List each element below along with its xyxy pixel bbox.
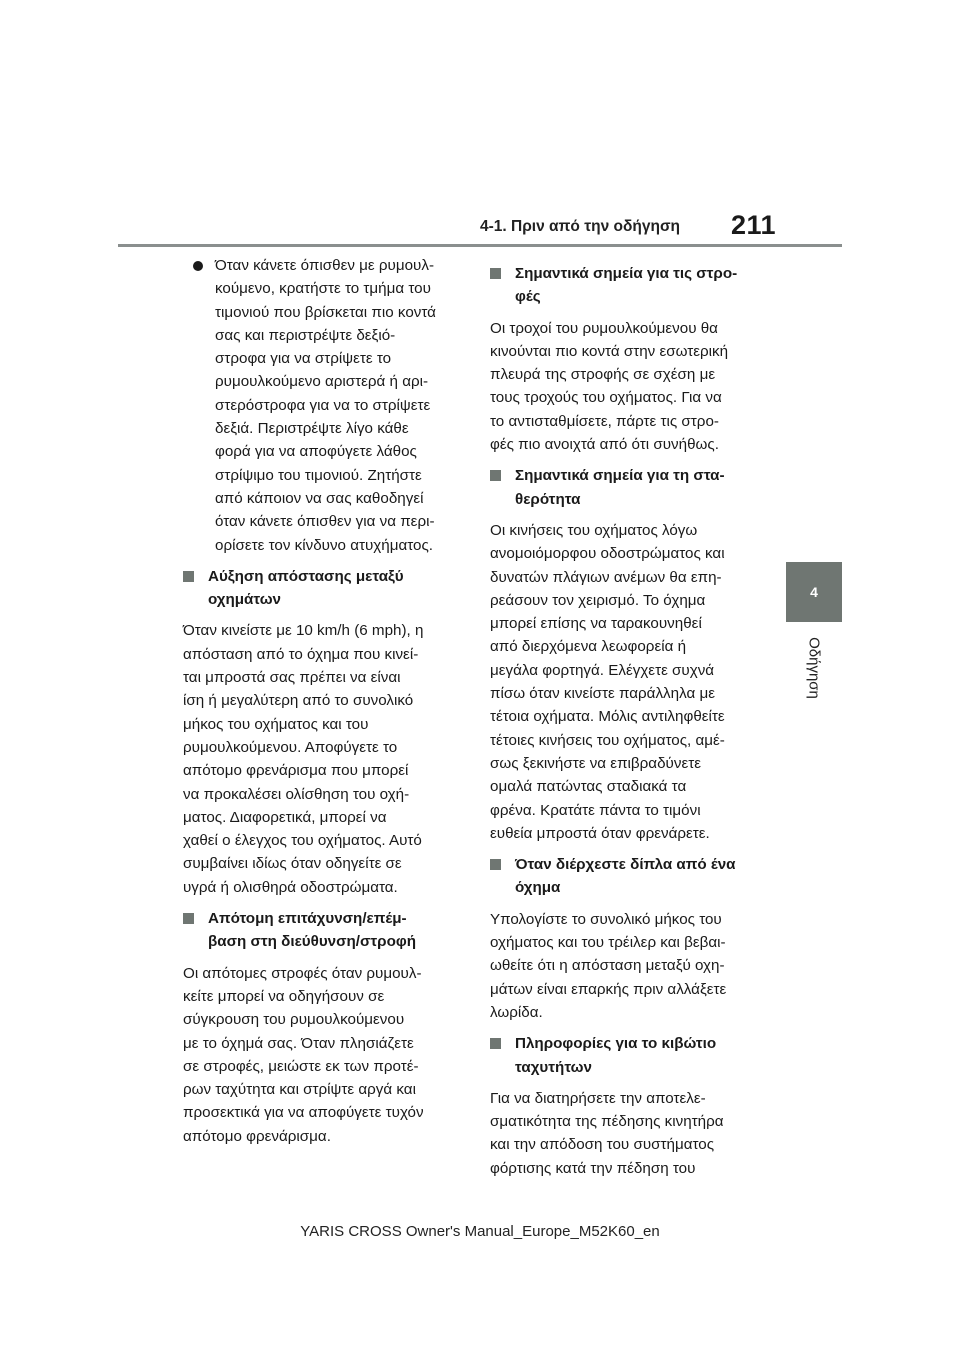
- heading-square-icon: [183, 913, 194, 924]
- text-line: σε στροφές, μειώστε εκ των προτέ-: [183, 1057, 419, 1075]
- header-rule: [118, 244, 842, 247]
- section-body: [183, 619, 463, 899]
- text-line: Οι απότομες στροφές όταν ρυμουλ-: [183, 964, 422, 982]
- text-line: από διερχόμενα λεωφορεία ή: [490, 638, 687, 656]
- text-line: τους τροχούς του οχήματος. Για να: [490, 389, 722, 407]
- text-line: Απότομη επιτάχυνση/επέμ-: [208, 910, 407, 928]
- text-line: απότομο φρενάρισμα.: [183, 1127, 331, 1145]
- heading-square-icon: [490, 859, 501, 870]
- text-line: χαθεί ο έλεγχος του οχήματος. Αυτό: [183, 832, 422, 850]
- text-line: οχήματος και του τρέιλερ και βεβαι-: [490, 934, 726, 952]
- text-line: Όταν διέρχεστε δίπλα από ένα: [515, 856, 736, 874]
- text-line: υγρά ή ολισθηρά οδοστρώματα.: [183, 878, 398, 896]
- text-line: μπορεί επίσης να ταρακουνηθεί: [490, 615, 702, 633]
- text-line: πίσω όταν κινείστε παράλληλα με: [490, 685, 715, 703]
- section-heading: [490, 1032, 752, 1079]
- page-number: 211: [731, 210, 777, 240]
- text-line: ται μπροστά σας πρέπει να είναι: [183, 669, 401, 687]
- section-body: [490, 1087, 752, 1180]
- text-line: Πληροφορίες για το κιβώτιο: [515, 1035, 717, 1053]
- text-line: το αντισταθμίσετε, πάρτε τις στρο-: [490, 412, 719, 430]
- text-line: και την απόδοση του συστήματος: [490, 1136, 715, 1154]
- text-line: σματικότητα της πέδησης κινητήρα: [490, 1113, 724, 1131]
- heading-square-icon: [183, 571, 194, 582]
- bullet-dot-icon: [193, 261, 203, 271]
- text-line: Αύξηση απόστασης μεταξύ: [208, 567, 404, 585]
- section-heading: [490, 853, 752, 900]
- text-line: φορά για να αποφύγετε λάθος: [215, 443, 417, 461]
- text-line: φόρτισης κατά την πέδηση του: [490, 1159, 696, 1177]
- text-line: δεξιά. Περιστρέψτε λίγο κάθε: [215, 420, 409, 438]
- text-line: Οι τροχοί του ρυμουλκούμενου θα: [490, 319, 718, 337]
- section-header: 4-1. Πριν από την οδήγηση: [480, 218, 681, 235]
- text-line: σας και περιστρέψτε δεξιό-: [215, 326, 396, 344]
- section-body: [490, 908, 752, 1024]
- bullet-item: [183, 254, 463, 557]
- text-line: τέτοιες κινήσεις του οχήματος, αμέ-: [490, 731, 725, 749]
- text-line: Όταν κινείστε με 10 km/h (6 mph), η: [183, 622, 424, 640]
- text-line: Σημαντικά σημεία για τη στα-: [515, 467, 725, 485]
- text-line: με το όχημά σας. Όταν πλησιάζετε: [183, 1034, 414, 1052]
- text-line: κινούνται πιο κοντά στην εσωτερική: [490, 342, 729, 360]
- heading-square-icon: [490, 1038, 501, 1049]
- text-line: τέτοια οχήματα. Μόλις αντιληφθείτε: [490, 708, 725, 726]
- text-line: απότομο φρενάρισμα που μπορεί: [183, 762, 409, 780]
- text-line: όταν κάνετε όπισθεν για να περι-: [215, 513, 435, 531]
- text-line: όχημα: [515, 879, 561, 897]
- text-line: μάτων είναι επαρκής πριν αλλάξετε: [490, 980, 727, 998]
- section-body: [183, 962, 463, 1148]
- text-line: στρίψιμο του τιμονιού. Ζητήστε: [215, 466, 422, 484]
- text-line: να προκαλέσει ολίσθηση του οχή-: [183, 785, 410, 803]
- text-line: πλευρά της στροφής σε σχέση με: [490, 366, 716, 384]
- text-line: ταχυτήτων: [515, 1058, 592, 1076]
- section-heading: [490, 464, 752, 511]
- text-line: προσεκτικά για να αποφύγετε τυχόν: [183, 1104, 424, 1122]
- text-line: ρυμουλκούμενο αριστερά ή αρι-: [215, 373, 429, 391]
- text-line: οχημάτων: [208, 591, 282, 609]
- text-line: ίση ή μεγαλύτερη από το συνολικό: [183, 692, 414, 710]
- text-line: δυνατών πλάγιων ανέμων θα επη-: [490, 568, 722, 586]
- text-line: ωθείτε ότι η απόσταση μεταξύ οχη-: [490, 957, 725, 975]
- section-body: [490, 519, 752, 845]
- chapter-label: Οδήγηση: [805, 637, 823, 699]
- text-line: βαση στη διεύθυνση/στροφή: [208, 933, 416, 951]
- text-line: ευθεία μπροστά όταν φρενάρετε.: [490, 824, 710, 842]
- text-line: Οι κινήσεις του οχήματος λόγω: [490, 521, 698, 539]
- text-line: ρων ταχύτητα και στρίψτε αργά και: [183, 1081, 416, 1099]
- text-line: λωρίδα.: [490, 1003, 543, 1021]
- right-column: [490, 254, 752, 1180]
- text-line: ορίσετε τον κίνδυνο ατυχήματος.: [215, 536, 434, 554]
- text-line: ρυμουλκούμενου. Αποφύγετε το: [183, 738, 398, 756]
- text-line: θερότητα: [515, 490, 581, 508]
- text-line: Σημαντικά σημεία για τις στρο-: [515, 265, 738, 282]
- text-line: φρένα. Κρατάτε πάντα το τιμόνι: [490, 801, 701, 819]
- heading-square-icon: [490, 470, 501, 481]
- text-line: ματος. Διαφορετικά, μπορεί να: [183, 808, 387, 826]
- text-line: μήκος του οχήματος και του: [183, 715, 369, 733]
- text-line: μεγάλα φορτηγά. Ελέγχετε συχνά: [490, 661, 715, 679]
- text-line: από κάποιον να σας καθοδηγεί: [215, 489, 424, 507]
- footer-text: YARIS CROSS Owner's Manual_Europe_M52K60_en: [300, 1223, 660, 1240]
- text-line: Υπολογίστε το συνολικό μήκος του: [490, 910, 722, 928]
- text-line: στερόστροφα για να το στρίψετε: [215, 396, 431, 414]
- chapter-tab[interactable]: 4: [786, 562, 842, 622]
- text-line: φές: [515, 288, 541, 306]
- text-line: φές πιο ανοιχτά από ότι συνήθως.: [490, 436, 719, 454]
- left-column: [183, 254, 463, 1148]
- section-heading: [183, 565, 463, 612]
- text-line: Όταν κάνετε όπισθεν με ρυμουλ-: [215, 257, 435, 274]
- heading-square-icon: [490, 268, 501, 279]
- section-body: [490, 317, 752, 457]
- text-line: στροφα για να στρίψετε το: [215, 350, 392, 368]
- text-line: ανομοιόμορφου οδοστρώματος και: [490, 545, 725, 563]
- text-line: σως ξεκινήστε να επιβραδύνετε: [490, 754, 701, 772]
- text-line: ομαλά πατώντας σταδιακά τα: [490, 778, 687, 796]
- text-line: Για να διατηρήσετε την αποτελε-: [490, 1089, 706, 1107]
- text-line: συμβαίνει ιδίως όταν οδηγείτε σε: [183, 855, 402, 873]
- text-line: τιμονιού που βρίσκεται πιο κοντά: [215, 303, 436, 321]
- text-line: ρεάσουν τον χειρισμό. Το όχημα: [490, 591, 706, 609]
- text-line: κούμενο, κρατήστε το τμήμα του: [215, 280, 431, 298]
- text-line: κείτε μπορεί να οδηγήσουν σε: [183, 987, 385, 1005]
- section-heading: [490, 262, 752, 309]
- section-heading: [183, 907, 463, 954]
- text-line: σύγκρουση του ρυμουλκούμενου: [183, 1011, 405, 1029]
- text-line: απόσταση από το όχημα που κινεί-: [183, 645, 419, 663]
